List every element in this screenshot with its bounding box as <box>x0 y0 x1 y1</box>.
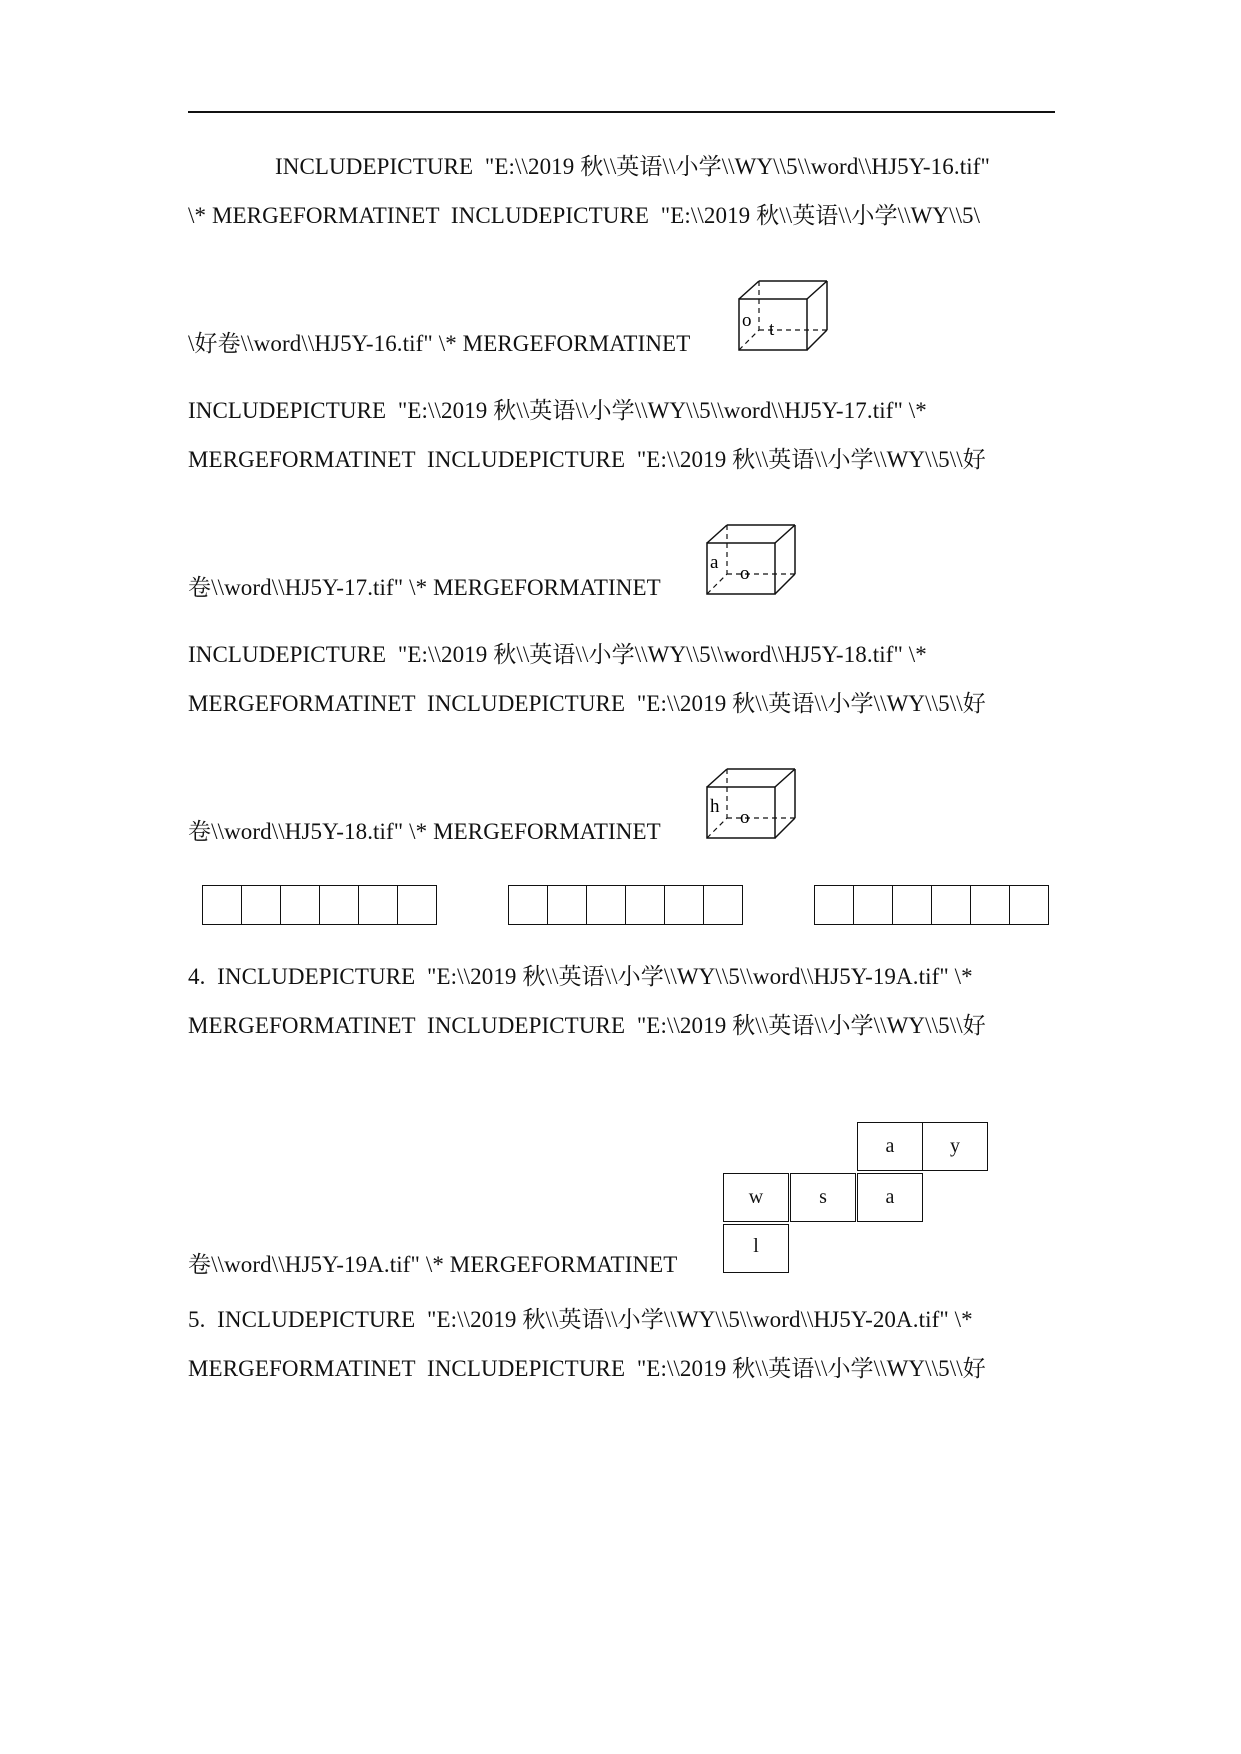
net-cell: s <box>790 1173 856 1222</box>
text-line-8: MERGEFORMATINET INCLUDEPICTURE "E:\\2019 秋\\英语\\小学\\WY\\5\\好 <box>188 691 986 716</box>
answer-cell[interactable] <box>508 885 548 925</box>
answer-boxes-1 <box>202 885 437 925</box>
net-cell: a <box>857 1173 923 1222</box>
header-rule <box>188 111 1055 113</box>
text-line-7: INCLUDEPICTURE "E:\\2019 秋\\英语\\小学\\WY\\5\\word\\HJ5Y-18.tif" \* <box>188 642 927 667</box>
text-line-9: 卷\\word\\HJ5Y-18.tif" \* MERGEFORMATINET <box>188 819 661 844</box>
cube2-face-letter: a <box>710 552 719 573</box>
cube3-inner-letter: o <box>740 807 750 828</box>
text-line-14: MERGEFORMATINET INCLUDEPICTURE "E:\\2019 秋\\英语\\小学\\WY\\5\\好 <box>188 1356 986 1381</box>
answer-cell[interactable] <box>970 885 1010 925</box>
answer-cell[interactable] <box>547 885 587 925</box>
answer-cell[interactable] <box>241 885 281 925</box>
net-cell: a <box>857 1122 923 1171</box>
net-cell: w <box>723 1173 789 1222</box>
text-line-3: \好卷\\word\\HJ5Y-16.tif" \* MERGEFORMATINET <box>188 331 691 356</box>
answer-cell[interactable] <box>358 885 398 925</box>
text-line-6: 卷\\word\\HJ5Y-17.tif" \* MERGEFORMATINET <box>188 575 661 600</box>
text-line-5: MERGEFORMATINET INCLUDEPICTURE "E:\\2019 秋\\英语\\小学\\WY\\5\\好 <box>188 447 986 472</box>
answer-cell[interactable] <box>1009 885 1049 925</box>
text-line-10: 4. INCLUDEPICTURE "E:\\2019 秋\\英语\\小学\\WY\\5\\word\\HJ5Y-19A.tif" \* <box>188 964 973 989</box>
cube-figure-1 <box>738 280 830 352</box>
text-line-12: 卷\\word\\HJ5Y-19A.tif" \* MERGEFORMATINET <box>188 1252 678 1277</box>
answer-cell[interactable] <box>625 885 665 925</box>
answer-cell[interactable] <box>814 885 854 925</box>
answer-cell[interactable] <box>319 885 359 925</box>
text-line-4: INCLUDEPICTURE "E:\\2019 秋\\英语\\小学\\WY\\5\\word\\HJ5Y-17.tif" \* <box>188 398 927 423</box>
cube-net-figure <box>723 1122 995 1276</box>
answer-boxes-3 <box>814 885 1049 925</box>
text-line-1: INCLUDEPICTURE "E:\\2019 秋\\英语\\小学\\WY\\5\\word\\HJ5Y-16.tif" <box>275 154 990 179</box>
net-cell: y <box>922 1122 988 1171</box>
answer-boxes-2 <box>508 885 743 925</box>
answer-cell[interactable] <box>892 885 932 925</box>
answer-cell[interactable] <box>664 885 704 925</box>
answer-cell[interactable] <box>202 885 242 925</box>
answer-cell[interactable] <box>853 885 893 925</box>
answer-cell[interactable] <box>280 885 320 925</box>
cube-figure-2 <box>706 524 798 596</box>
cube-figure-3 <box>706 768 798 840</box>
cube2-inner-letter: o <box>740 563 750 584</box>
answer-cell[interactable] <box>397 885 437 925</box>
cube1-inner-letter: t <box>769 319 775 340</box>
text-line-11: MERGEFORMATINET INCLUDEPICTURE "E:\\2019 秋\\英语\\小学\\WY\\5\\好 <box>188 1013 986 1038</box>
cube3-face-letter: h <box>710 796 720 817</box>
net-cell: l <box>723 1224 789 1273</box>
answer-cell[interactable] <box>931 885 971 925</box>
cube1-face-letter: o <box>742 310 752 331</box>
text-line-2: \* MERGEFORMATINET INCLUDEPICTURE "E:\\2019 秋\\英语\\小学\\WY\\5\ <box>188 203 981 228</box>
answer-cell[interactable] <box>586 885 626 925</box>
answer-cell[interactable] <box>703 885 743 925</box>
text-line-13: 5. INCLUDEPICTURE "E:\\2019 秋\\英语\\小学\\WY\\5\\word\\HJ5Y-20A.tif" \* <box>188 1307 973 1332</box>
